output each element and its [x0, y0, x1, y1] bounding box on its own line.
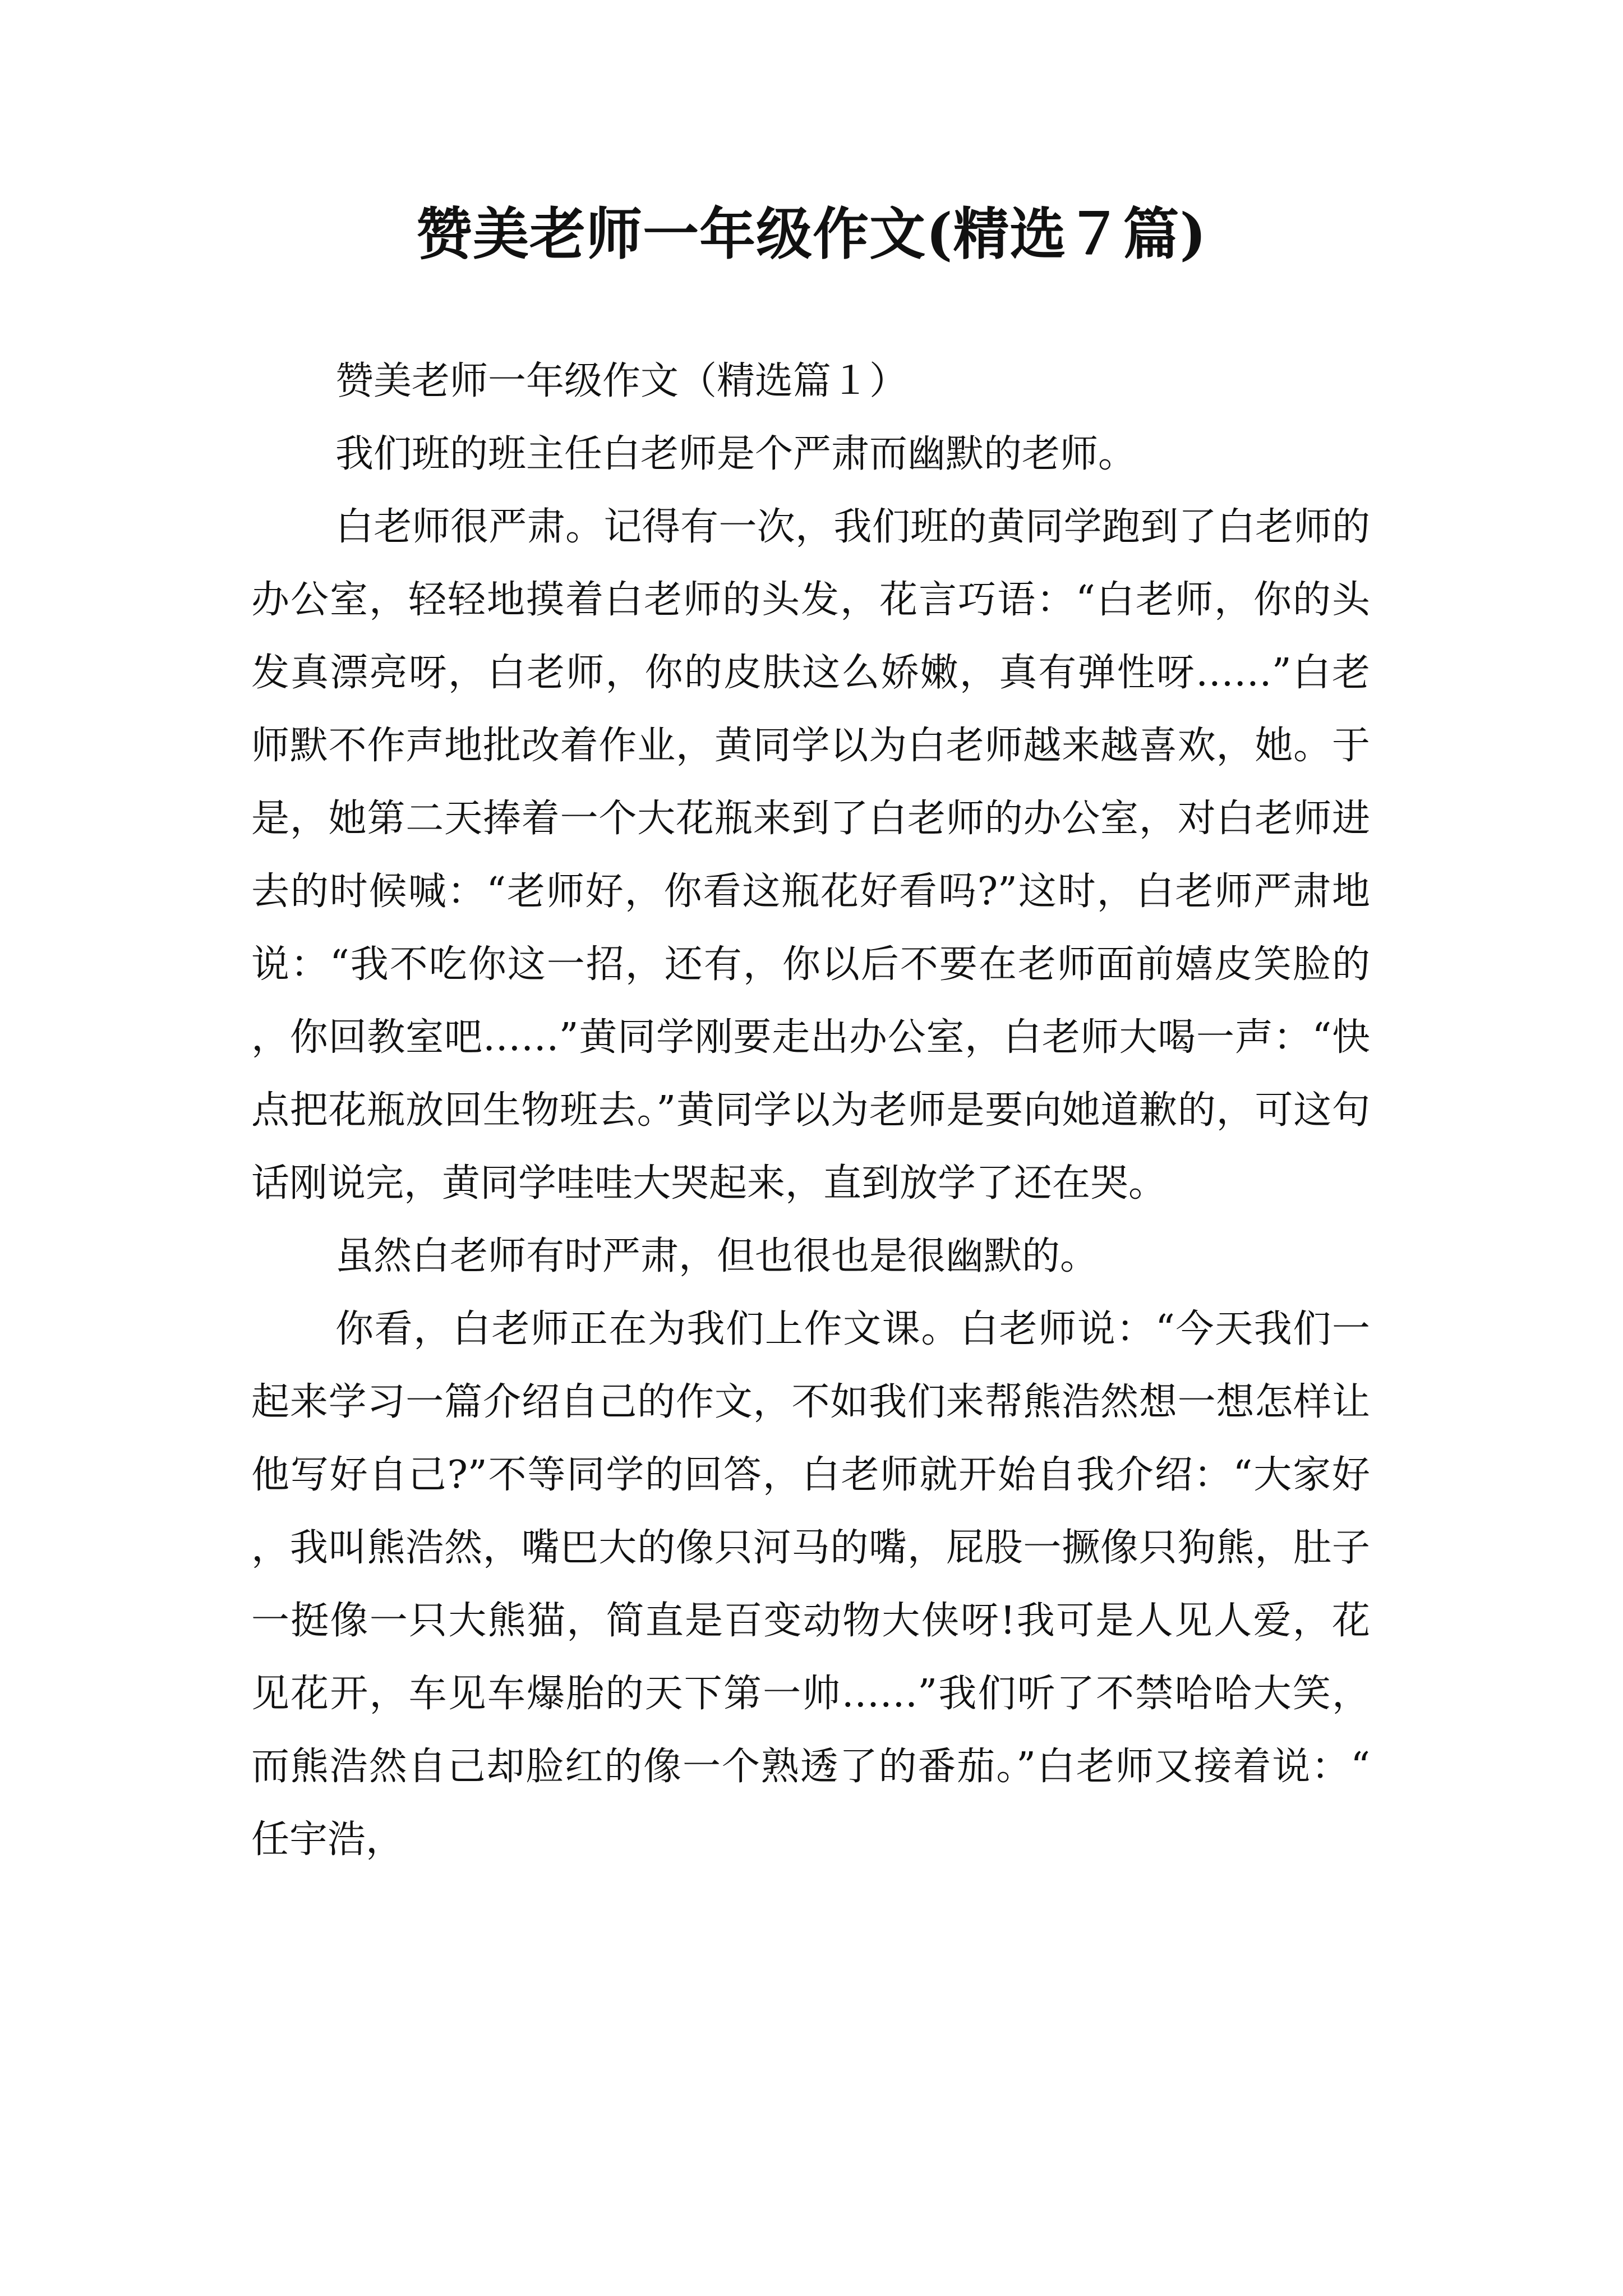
body-paragraph: 我们班的班主任白老师是个严肃而幽默的老师。 [335, 432, 1137, 476]
section-heading: 赞美老师一年级作文（精选篇１） [335, 359, 908, 403]
document-body [251, 345, 1370, 1876]
document-title: 赞美老师一年级作文(精选７篇) [416, 201, 1207, 267]
body-paragraph: 虽然白老师有时严肃，但也很也是很幽默的。 [335, 1234, 1099, 1278]
body-paragraph: 白老师很严肃。记得有一次，我们班的黄同学跑到了白老师的办公室，轻轻地摸着白老师的头发，花言巧语：“白老师，你的头发真漂亮呀，白老师，你的皮肤这么娇嫩，真有弹性呀……”白老师默不作声地批改着作业，黄同学以为白老师越来越喜欢，她。于是，她第二天捧着一个大花瓶来到了白老师的办公室，对白老师进去的时候喊：“老师好，你看这瓶花好看吗?”这时，白老师严肃地说：“我不吃你这一招，还有，你以后不要在老师面前嬉皮笑脸的，你回教室吧……”黄同学刚要走出办公室，白老师大喝一声：“快点把花瓶放回生物班去。”黄同学以为老师是要向她道歉的，可这句话刚说完，黄同学哇哇大哭起来，直到放学了还在哭。 [251, 505, 1370, 1205]
body-paragraph: 你看，白老师正在为我们上作文课。白老师说：“今天我们一起来学习一篇介绍自己的作文，不如我们来帮熊浩然想一想怎样让他写好自己?”不等同学的回答，白老师就开始自我介绍：“大家好，我叫熊浩然，嘴巴大的像只河马的嘴，屁股一撅像只狗熊，肚子一挺像一只大熊猫，简直是百变动物大侠呀!我可是人见人爱，花见花开，车见车爆胎的天下第一帅……”我们听了不禁哈哈大笑，而熊浩然自己却脸红的像一个熟透了的番茄。”白老师又接着说：“任宇浩， [251, 1307, 1370, 1862]
